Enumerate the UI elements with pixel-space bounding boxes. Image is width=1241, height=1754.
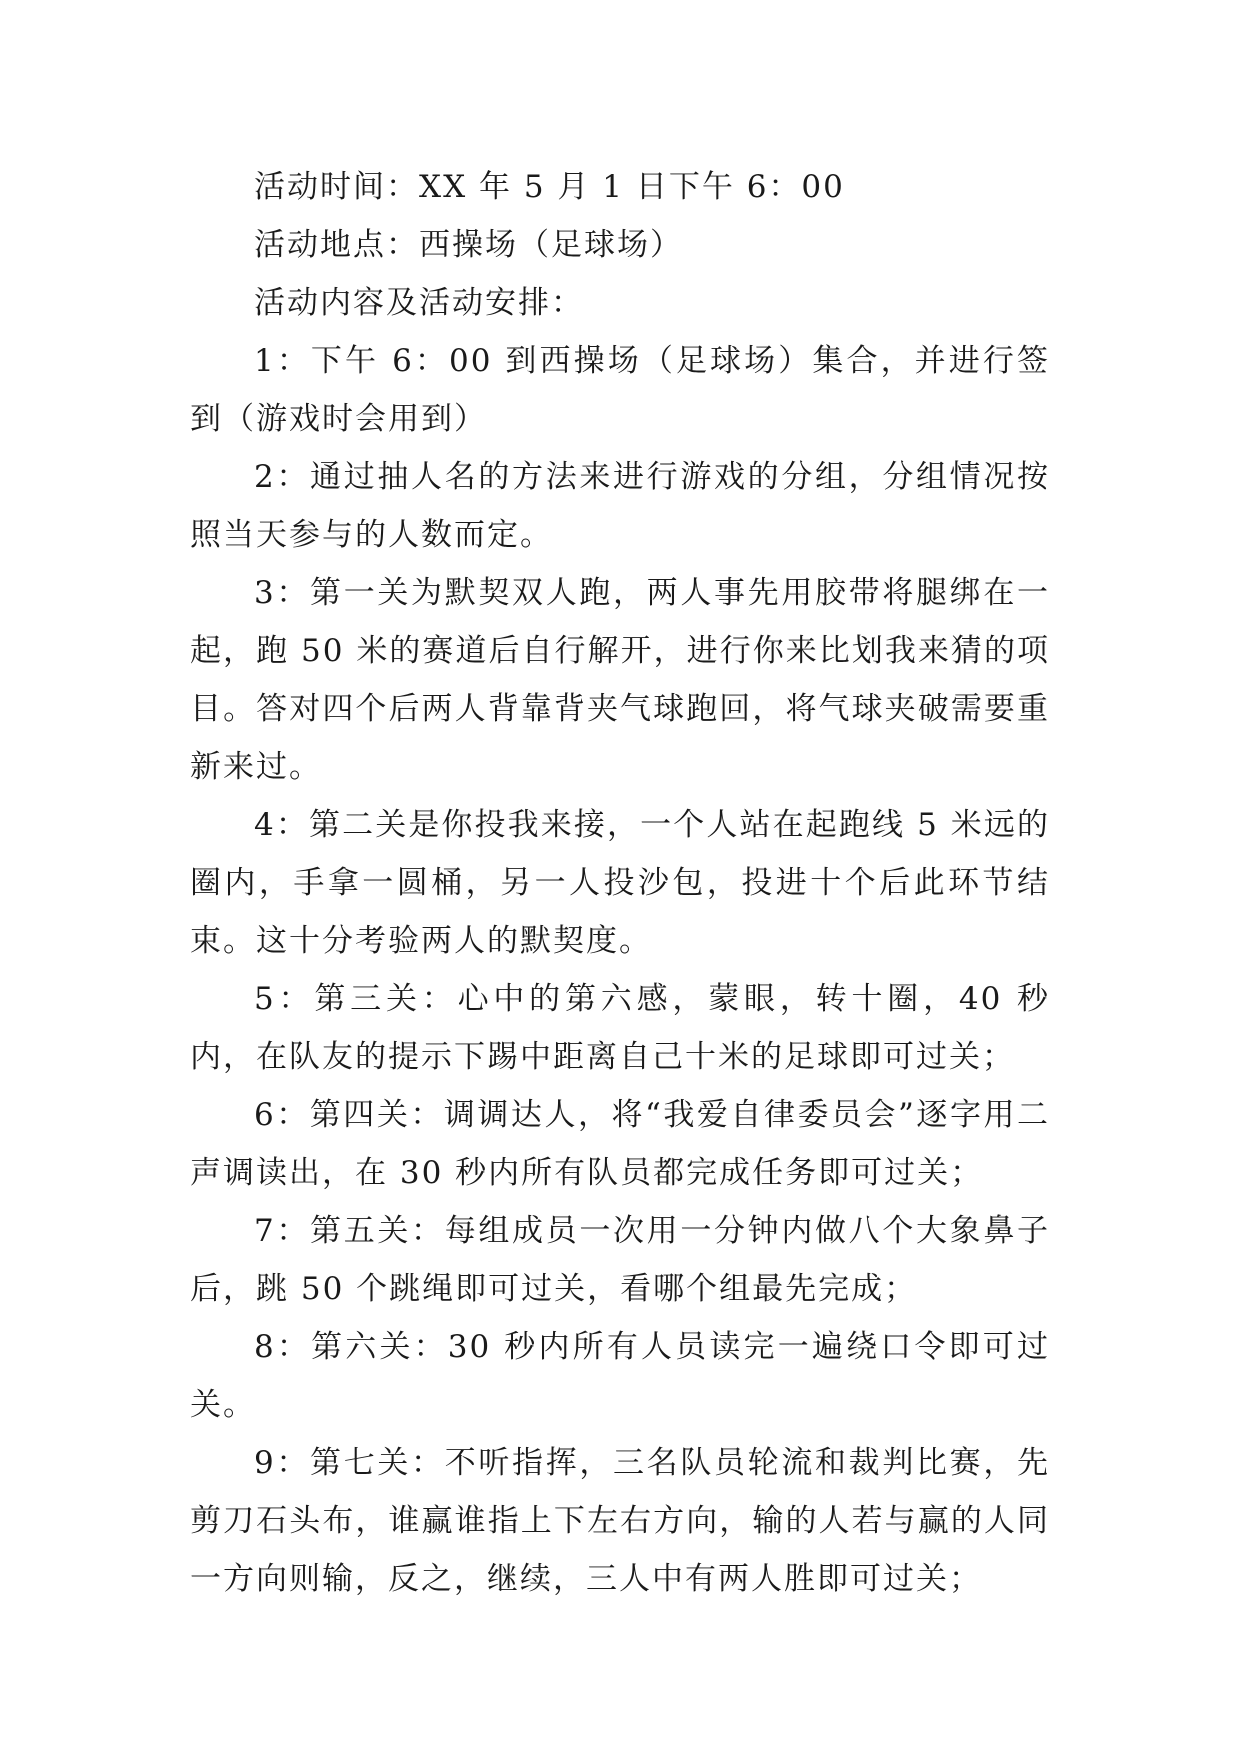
paragraph-step-4: 4：第二关是你投我来接，一个人站在起跑线 5 米远的圈内，手拿一圆桶，另一人投沙包，投进十个后此环节结束。这十分考验两人的默契度。: [190, 807, 1050, 959]
paragraph-step-3: 3：第一关为默契双人跑，两人事先用胶带将腿绑在一起，跑 50 米的赛道后自行解开，进行你来比划我来猜的项目。答对四个后两人背靠背夹气球跑回，将气球夹破需要重新来过。: [190, 575, 1050, 785]
paragraph-activity-location: 活动地点：西操场（足球场）: [254, 227, 683, 263]
paragraph-step-7: 7：第五关：每组成员一次用一分钟内做八个大象鼻子后，跳 50 个跳绳即可过关，看哪个组最先完成；: [190, 1213, 1050, 1307]
paragraph-step-9: 9：第七关：不听指挥，三名队员轮流和裁判比赛，先剪刀石头布，谁赢谁指上下左右方向，输的人若与赢的人同一方向则输，反之，继续，三人中有两人胜即可过关；: [190, 1445, 1050, 1597]
paragraph-step-5: 5：第三关：心中的第六感，蒙眼，转十圈，40 秒内，在队友的提示下踢中距离自己十米的足球即可过关；: [190, 981, 1050, 1075]
paragraph-activity-time: 活动时间：XX 年 5 月 1 日下午 6：00: [254, 169, 845, 205]
paragraph-step-2: 2：通过抽人名的方法来进行游戏的分组，分组情况按照当天参与的人数而定。: [190, 459, 1050, 553]
paragraph-step-8: 8：第六关：30 秒内所有人员读完一遍绕口令即可过关。: [190, 1329, 1050, 1423]
paragraph-activity-content-heading: 活动内容及活动安排：: [254, 285, 584, 321]
paragraph-step-6: 6：第四关：调调达人，将“我爱自律委员会”逐字用二声调读出，在 30 秒内所有队员都完成任务即可过关；: [190, 1097, 1050, 1191]
paragraph-step-1: 1：下午 6：00 到西操场（足球场）集合，并进行签到（游戏时会用到）: [190, 343, 1050, 437]
document-body: [190, 158, 1050, 1608]
